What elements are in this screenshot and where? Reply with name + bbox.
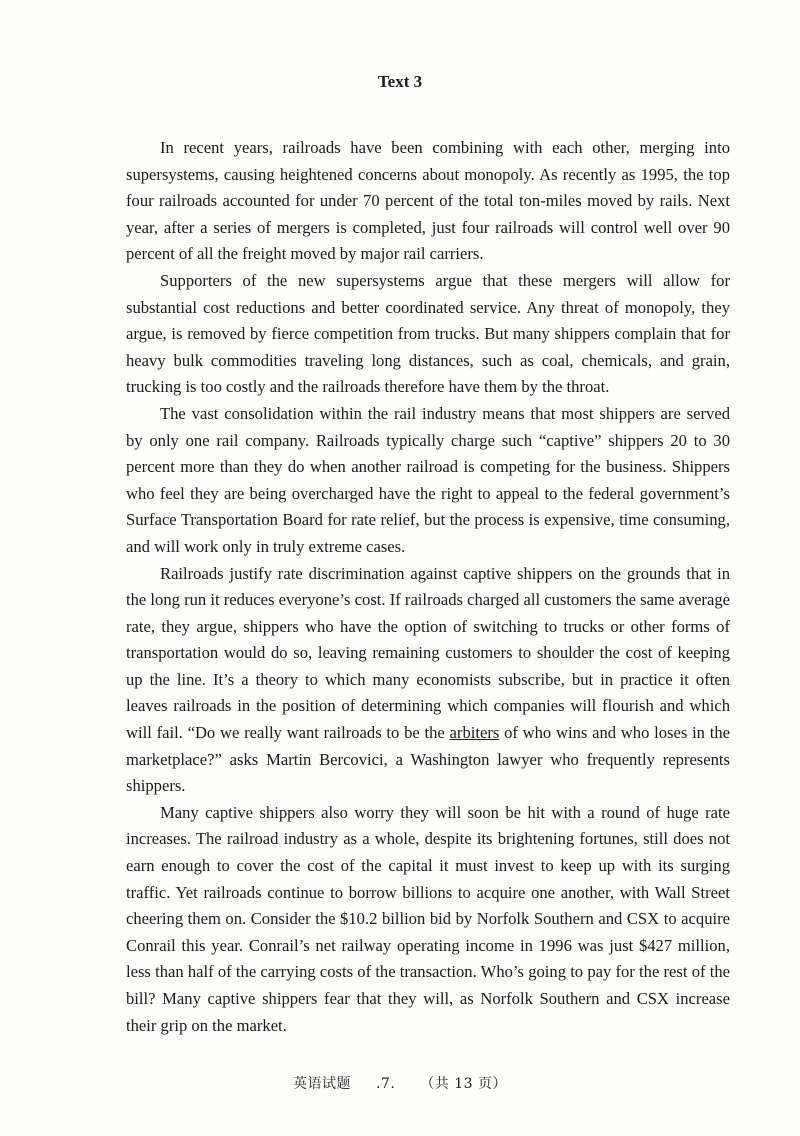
underlined-word: arbiters: [449, 723, 500, 743]
paragraph-4-after: of who wins and who loses in the marketplace?” asks Martin Bercovici, a Washington lawyer who frequently represents shippers.: [126, 723, 730, 796]
paragraph-4-before: Railroads justify rate discrimination against captive shippers on the grounds that in the long run it reduces everyone’s cost. If railroads charged all customers the same average rate, they argue, shippers who have the option of switching to trucks or other forms of transportation would do so, leaving remaining customers to shoulder the cost of keeping up the line. It’s a theory to which many economists subscribe, but in practice it often leaves railroads in the position of determining which companies will flourish and which will fail. “Do we really want railroads to be the: [126, 563, 730, 743]
paragraph-1: In recent years, railroads have been combining with each other, merging into supersystems, causing heightened concerns about monopoly. As recently as 1995, the top four railroads accounted for under 70 percent of the total ton-miles moved by rails. Next year, after a series of mergers is completed, just four railroads will control well over 90 percent of all the freight moved by major rail carriers.: [126, 138, 730, 264]
passage-title: Text 3: [377, 72, 423, 91]
paragraph-5: Many captive shippers also worry they will soon be hit with a round of huge rate increases. The railroad industry as a whole, despite its brightening fortunes, still does not earn enough to cover the cost of the capital it must invest to keep up with its surging traffic. Yet railroads continue to borrow billions to acquire one another, with Wall Street cheering them on. Consider the $10.2 billion bid by Norfolk Southern and CSX to acquire Conrail this year. Conrail’s net railway operating income in 1996 was just $427 million, less than half of the carrying costs of the transaction. Who’s going to pay for the rest of the bill? Many captive shippers fear that they will, as Norfolk Southern and CSX increase their grip on the market.: [126, 802, 730, 1035]
page-footer: [0, 1073, 800, 1093]
footer-page-number: .7.: [375, 1076, 396, 1092]
passage-body: [126, 135, 730, 1039]
paragraph-4: [126, 561, 730, 800]
footer-total-pages: （共 13 页）: [420, 1076, 507, 1092]
footer-subject: 英语试题: [293, 1076, 352, 1092]
paragraph-2: Supporters of the new supersystems argue that these mergers will allow for substantial cost reductions and better coordinated service. Any threat of monopoly, they argue, is removed by fierce competition from trucks. But many shippers complain that for heavy bulk commodities traveling long distances, such as coal, chemicals, and grain, trucking is too costly and the railroads therefore have them by the throat.: [126, 270, 730, 397]
paragraph-3: The vast consolidation within the rail industry means that most shippers are served by only one rail company. Railroads typically charge such “captive” shippers 20 to 30 percent more than they do when another railroad is competing for the business. Shippers who feel they are being overcharged have the right to appeal to the federal government’s Surface Transportation Board for rate relief, but the process is expensive, time consuming, and will work only in truly extreme cases.: [126, 403, 730, 556]
